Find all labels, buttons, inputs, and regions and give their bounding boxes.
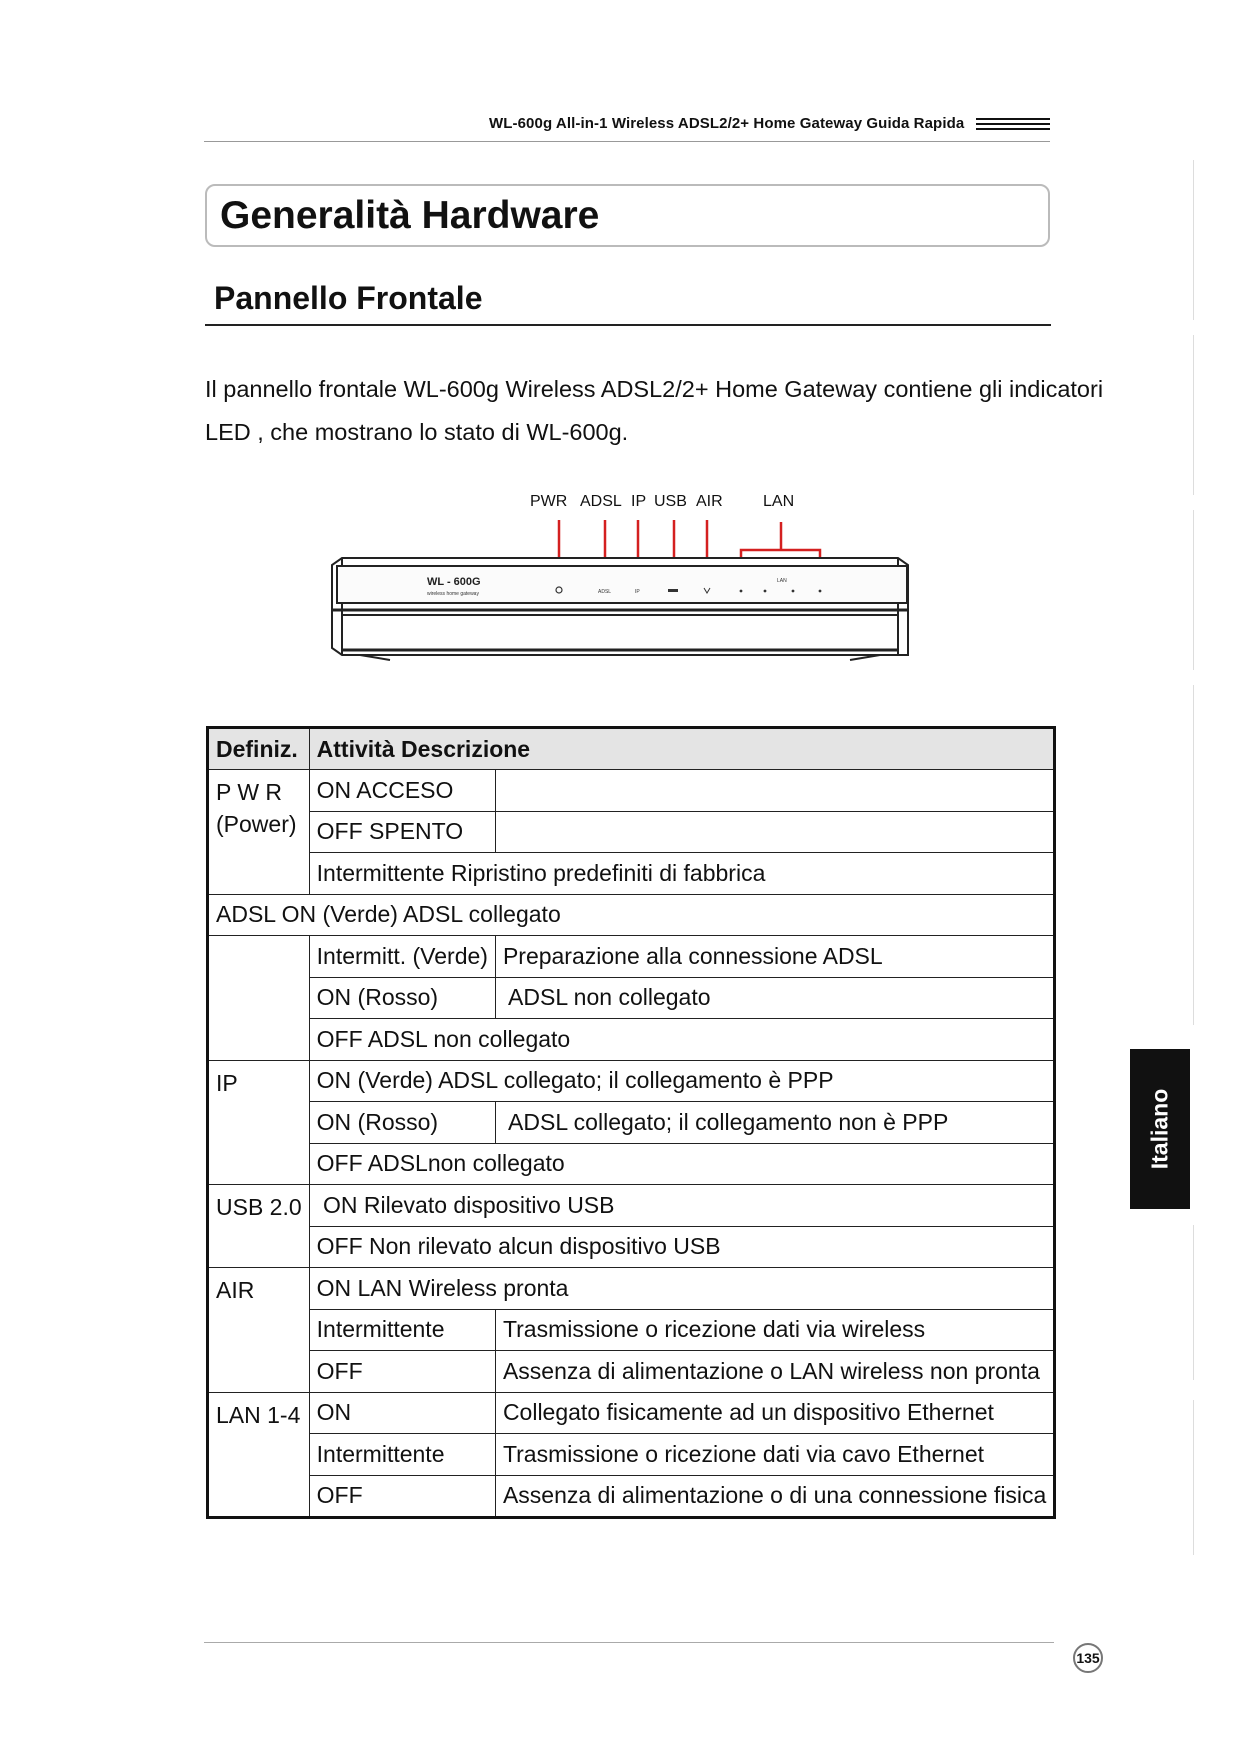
lan-led-icon <box>764 590 767 593</box>
row-def-ip: IP <box>208 1060 310 1185</box>
row-def-usb: USB 2.0 <box>208 1185 310 1268</box>
cell-activity: OFF <box>309 1475 495 1518</box>
intro-paragraph: Il pannello frontale WL-600g Wireless ADSL2/2+ Home Gateway contiene gli indicatori LED , che mostrano lo stato di WL-600g. <box>205 376 1104 445</box>
margin-line <box>1193 1400 1194 1555</box>
label-ip: IP <box>631 493 647 510</box>
device-model: WL - 600G <box>427 576 481 588</box>
led-status-table <box>206 726 1056 1519</box>
section-title-box <box>205 184 1050 247</box>
panel-adsl-label: ADSL <box>598 589 612 595</box>
row-def-lan: LAN 1-4 <box>208 1392 310 1518</box>
table-row <box>208 936 1055 978</box>
subsection-title: Pannello Frontale <box>214 280 483 316</box>
lan-led-icon <box>740 590 743 593</box>
cell-description: ADSL collegato; il collegamento non è PPP <box>495 1102 1054 1144</box>
table-row <box>208 1019 1055 1061</box>
language-tab <box>1130 1049 1190 1209</box>
cell-activity: OFF <box>309 1351 495 1393</box>
label-air: AIR <box>696 493 723 510</box>
table-row <box>208 1434 1055 1476</box>
margin-line <box>1193 510 1194 670</box>
cell-activity: ON (Verde) ADSL collegato; il collegamento è PPP <box>309 1060 1055 1102</box>
cell-description: Preparazione alla connessione ADSL <box>495 936 1054 978</box>
row-def-adsl: ADSL ON (Verde) ADSL collegato <box>208 894 1055 936</box>
device-tagline: wireless home gateway <box>427 591 479 597</box>
panel-lan-label: LAN <box>777 578 787 584</box>
cell-activity: Intermitt. (Verde) <box>309 936 495 978</box>
header-decoration <box>976 118 1050 134</box>
table-row <box>208 894 1055 936</box>
cell-description <box>495 770 1054 812</box>
label-usb: USB <box>654 493 687 510</box>
cell-description: Trasmissione o ricezione dati via wireless <box>495 1309 1054 1351</box>
table-row <box>208 1060 1055 1102</box>
label-pwr: PWR <box>530 493 568 510</box>
cell-activity: OFF ADSLnon collegato <box>309 1143 1055 1185</box>
table-row <box>208 1475 1055 1518</box>
cell-description: ADSL non collegato <box>495 977 1054 1019</box>
cell-description: Assenza di alimentazione o di una connessione fisica <box>495 1475 1054 1518</box>
cell-activity: OFF Non rilevato alcun dispositivo USB <box>309 1226 1055 1268</box>
row-def-pwr: P W R (Power) <box>208 770 310 895</box>
header-definiz: Definiz. <box>208 728 310 770</box>
table-row <box>208 1102 1055 1144</box>
cell-description: Assenza di alimentazione o LAN wireless non pronta <box>495 1351 1054 1393</box>
cell-activity: OFF SPENTO <box>309 811 495 853</box>
cell-activity: ON <box>309 1392 495 1434</box>
lan-led-icon <box>819 590 822 593</box>
table-row <box>208 770 1055 812</box>
table-row <box>208 811 1055 853</box>
table-row <box>208 1185 1055 1227</box>
table-row <box>208 1351 1055 1393</box>
language-tab-label: Italiano <box>1146 1088 1173 1170</box>
cell-description <box>495 811 1054 853</box>
table-row <box>208 1268 1055 1310</box>
row-def-spacer <box>208 936 310 1061</box>
cell-activity: OFF ADSL non collegato <box>309 1019 1055 1061</box>
cell-activity: ON Rilevato dispositivo USB <box>309 1185 1055 1227</box>
table-row <box>208 1143 1055 1185</box>
cell-activity: ON (Rosso) <box>309 1102 495 1144</box>
row-def-air: AIR <box>208 1268 310 1393</box>
table-row <box>208 977 1055 1019</box>
footer-rule <box>204 1642 1054 1643</box>
section-title: Generalità Hardware <box>220 194 600 237</box>
cell-activity: Intermittente <box>309 1309 495 1351</box>
lan-led-icon <box>792 590 795 593</box>
subsection-rule <box>205 324 1051 326</box>
header-rule <box>204 141 1050 142</box>
margin-line <box>1193 1225 1194 1380</box>
label-adsl: ADSL <box>580 493 622 510</box>
table-row <box>208 1392 1055 1434</box>
table-row <box>208 1226 1055 1268</box>
panel-ip-label: IP <box>635 589 640 595</box>
margin-line <box>1193 335 1194 495</box>
cell-description: Trasmissione o ricezione dati via cavo Ethernet <box>495 1434 1054 1476</box>
cell-activity: ON (Rosso) <box>309 977 495 1019</box>
cell-activity: Intermittente Ripristino predefiniti di fabbrica <box>309 853 1055 895</box>
cell-activity: ON ACCESO <box>309 770 495 812</box>
cell-activity: ON LAN Wireless pronta <box>309 1268 1055 1310</box>
margin-line <box>1193 160 1194 320</box>
router-front-panel <box>330 510 920 680</box>
table-row <box>208 853 1055 895</box>
table-row <box>208 1309 1055 1351</box>
usb-led-icon <box>668 589 678 592</box>
label-lan: LAN <box>763 493 795 510</box>
cell-description: Collegato fisicamente ad un dispositivo Ethernet <box>495 1392 1054 1434</box>
header-activity: Attività Descrizione <box>309 728 1055 770</box>
margin-line <box>1193 685 1194 1025</box>
page-number: 135 <box>1073 1643 1103 1673</box>
table-header-row <box>208 728 1055 770</box>
cell-activity: Intermittente <box>309 1434 495 1476</box>
running-header: WL-600g All-in-1 Wireless ADSL2/2+ Home Gateway Guida Rapida <box>489 115 965 132</box>
